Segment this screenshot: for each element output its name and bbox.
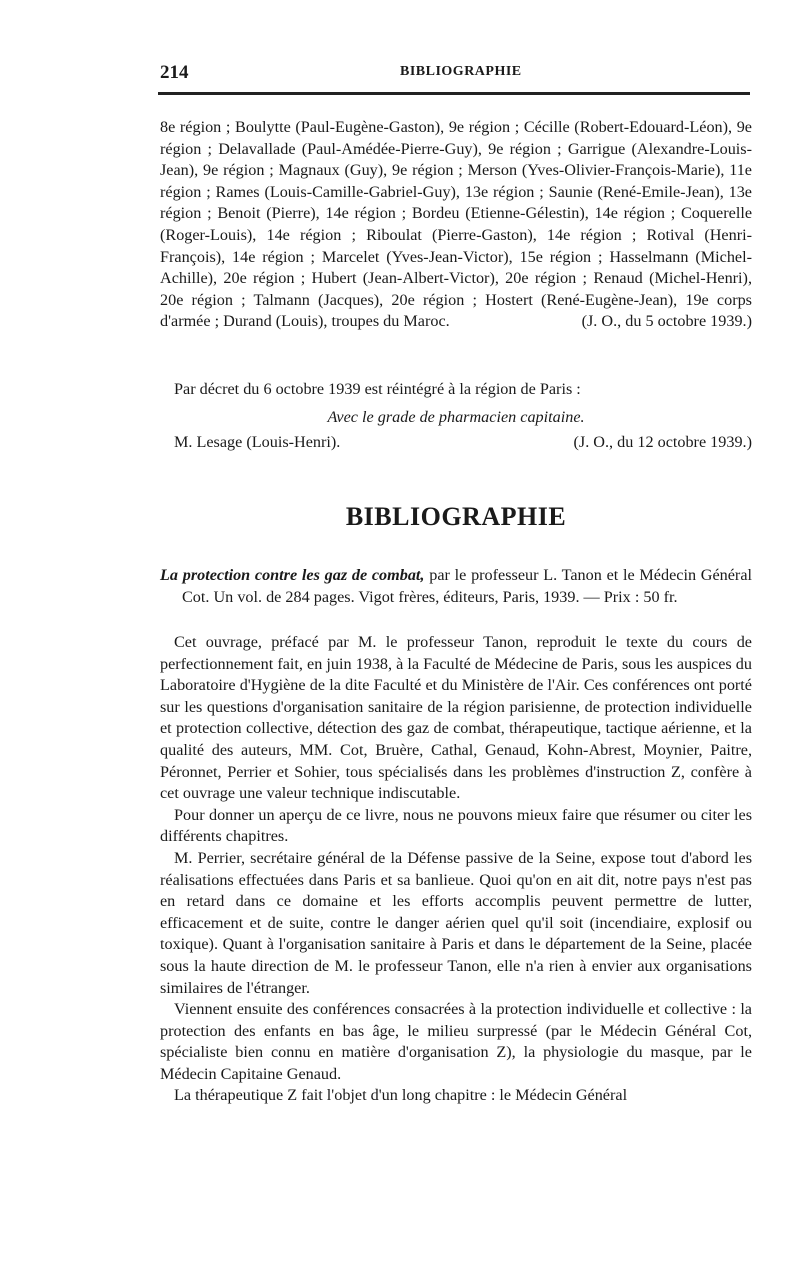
review-paragraph: Pour donner un aperçu de ce livre, nous ne pouvons mieux faire que résumer ou citer les différents chapitres. (160, 805, 752, 846)
review-paragraph: La thérapeutique Z fait l'objet d'un long chapitre : le Médecin Général (174, 1086, 628, 1105)
header-rule (158, 92, 750, 95)
decree-citation: (J. O., du 12 octobre 1939.) (573, 433, 752, 452)
book-title: La protection contre les gaz de combat, (160, 566, 425, 584)
review-body (160, 632, 752, 1107)
review-paragraph: M. Perrier, secrétaire général de la Défense passive de la Seine, expose tout d'abord les réalisations effectuées dans Paris et sa banlieue. Quoi qu'on en ait dit, notre pays n'est pas en retard dans ce domaine et les efforts accomplis peuvent permettre de lutter, efficacement et de suite, contre le danger aérien quel qu'il soit (incendiaire, explosif ou toxique). Quant à l'organisation sanitaire à Paris et dans le département de la Seine, placée sous la haute direction de M. le professeur Tanon, elle n'a rien à envier aux organisations similaires de l'étranger. (160, 848, 752, 997)
appointments-block (160, 117, 752, 333)
page-number: 214 (160, 62, 189, 83)
review-paragraph: Viennent ensuite des conférences consacrées à la protection individuelle et collective : la protection des enfants en bas âge, le milieu surpressé (par le Médecin Général Cot, spécialiste bien connu en matière d'organisation Z), la physiologie du masque, par le Médecin Capitaine Genaud. (160, 1000, 752, 1083)
book-details: par le professeur L. Tanon et le Médecin Général Cot. Un vol. de 284 pages. Vigot frères, éditeurs, Paris, 1939. — Prix : 50 fr. (182, 566, 753, 606)
review-paragraph: Cet ouvrage, préfacé par M. le professeur Tanon, reproduit le texte du cours de perfectionnement fait, en juin 1938, à la Faculté de Médecine de Paris, sous les auspices du Laboratoire d'Hygiène de la dite Faculté et du Ministère de l'Air. Ces conférences ont porté sur les questions d'organisation sanitaire de la région parisienne, de protection individuelle et protection collective, détection des gaz de combat, thérapeutique, tactique aérienne, et la qualité des auteurs, MM. Cot, Bruère, Cathal, Genaud, Kohn-Abrest, Moynier, Paitre, Péronnet, Perrier et Sohier, tous spécialisés dans les problèmes d'instruction Z, confère à cet ouvrage une valeur technique indiscutable. (160, 633, 752, 803)
decree-rank: Avec le grade de pharmacien capitaine. (327, 407, 585, 426)
appointments-citation: (J. O., du 5 octobre 1939.) (581, 312, 752, 331)
decree-person: M. Lesage (Louis-Henri). (174, 433, 341, 452)
running-title: BIBLIOGRAPHIE (400, 64, 522, 79)
review-reference (160, 565, 752, 608)
page-header (160, 62, 750, 86)
review-heading (160, 565, 752, 608)
decree-appointment (160, 432, 752, 454)
section-title: BIBLIOGRAPHIE (345, 502, 567, 531)
appointments-list: 8e région ; Boulytte (Paul-Eugène-Gaston), 9e région ; Cécille (Robert-Edouard-Léon), 9e région ; Delavallade (Paul-Amédée-Pierre-Guy), 9e région ; Garrigue (Alexandre-Louis-Jean), 9e région ; Magnaux (Guy), 9e région ; Merson (Yves-Olivier-François-Marie), 11e région ; Rames (Louis-Camille-Gabriel-Guy), 13e région ; Saunie (René-Emile-Jean), 13e région ; Benoit (Pierre), 14e région ; Bordeu (Etienne-Gélestin), 14e région ; Coquerelle (Roger-Louis), 14e région ; Riboulat (Pierre-Gaston), 14e région ; Rotival (Henri-François), 14e région ; Marcelet (Yves-Jean-Victor), 15e région ; Hasselmann (Michel-Achille), 20e région ; Hubert (Jean-Albert-Victor), 20e région ; Renaud (Michel-Henri), 20e région ; Talmann (Jacques), 20e région ; Hostert (René-Eugène-Jean), 19e corps d'armée ; Durand (Louis), troupes du Maroc. (J. O., du 5 octobre 1939.) (160, 117, 752, 333)
decree-block (160, 379, 752, 454)
decree-text: Par décret du 6 octobre 1939 est réintégré à la région de Paris : (174, 380, 581, 398)
